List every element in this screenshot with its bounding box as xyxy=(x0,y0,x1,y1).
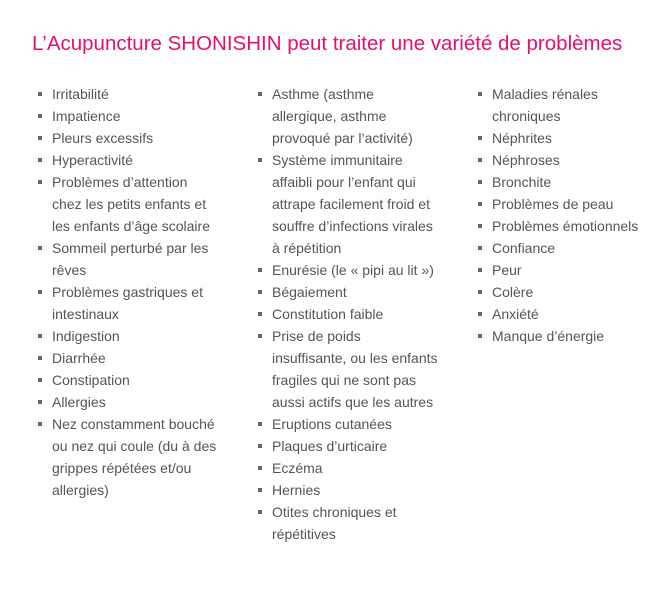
square-bullet-icon xyxy=(38,136,42,140)
list-item-text: Impatience xyxy=(52,108,121,124)
list-item xyxy=(478,193,653,215)
square-bullet-icon xyxy=(258,510,262,514)
square-bullet-icon xyxy=(478,268,482,272)
list-item-text: Problèmes émotionnels xyxy=(492,218,639,234)
list-item-text: Problèmes gastriques et intestinaux xyxy=(52,284,203,322)
list-item-text: Peur xyxy=(492,262,522,278)
list-item-text: Constitution faible xyxy=(272,306,384,322)
list-item xyxy=(38,127,218,149)
conditions-list-1 xyxy=(38,83,218,501)
list-item xyxy=(38,149,218,171)
list-item xyxy=(478,127,653,149)
list-item xyxy=(478,325,653,347)
square-bullet-icon xyxy=(478,92,482,96)
list-item xyxy=(258,259,438,281)
list-item xyxy=(38,171,218,237)
list-item xyxy=(258,303,438,325)
list-item xyxy=(258,149,438,259)
list-item-text: Irritabilité xyxy=(52,86,109,102)
list-item-text: Bégaiement xyxy=(272,284,347,300)
list-item-text: Bronchite xyxy=(492,174,552,190)
list-item-text: Prise de poids insuffisante, ou les enfants fragiles qui ne sont pas aussi actifs que les autres xyxy=(272,328,438,410)
list-item-text: Colère xyxy=(492,284,534,300)
square-bullet-icon xyxy=(258,92,262,96)
list-item xyxy=(38,281,218,325)
list-item-text: Allergies xyxy=(52,394,106,410)
list-item-text: Eruptions cutanées xyxy=(272,416,392,432)
list-item xyxy=(258,479,438,501)
list-item-text: Maladies rénales chroniques xyxy=(492,86,598,124)
square-bullet-icon xyxy=(38,158,42,162)
square-bullet-icon xyxy=(478,312,482,316)
square-bullet-icon xyxy=(38,246,42,250)
square-bullet-icon xyxy=(478,180,482,184)
list-item xyxy=(38,83,218,105)
list-item xyxy=(258,83,438,149)
list-item xyxy=(478,281,653,303)
list-item xyxy=(478,171,653,193)
square-bullet-icon xyxy=(38,290,42,294)
square-bullet-icon xyxy=(38,378,42,382)
list-item xyxy=(478,83,653,127)
list-item xyxy=(478,237,653,259)
list-item-text: Sommeil perturbé par les rêves xyxy=(52,240,209,278)
list-item-text: Otites chroniques et répétitives xyxy=(272,504,397,542)
list-item xyxy=(478,259,653,281)
list-item-text: Diarrhée xyxy=(52,350,106,366)
list-item-text: Indigestion xyxy=(52,328,120,344)
list-item xyxy=(38,105,218,127)
square-bullet-icon xyxy=(258,422,262,426)
conditions-list-3 xyxy=(478,83,653,347)
square-bullet-icon xyxy=(38,334,42,338)
list-item-text: Anxiété xyxy=(492,306,539,322)
square-bullet-icon xyxy=(478,290,482,294)
list-item-text: Enurésie (le « pipi au lit ») xyxy=(272,262,434,278)
list-item xyxy=(478,303,653,325)
list-item-text: Manque d’énergie xyxy=(492,328,605,344)
list-item-text: Système immunitaire affaibli pour l’enfant qui attrape facilement froid et souffre d’infections virales à répétition xyxy=(272,152,433,256)
list-item xyxy=(38,325,218,347)
square-bullet-icon xyxy=(478,136,482,140)
list-item-text: Problèmes de peau xyxy=(492,196,614,212)
square-bullet-icon xyxy=(478,246,482,250)
list-item xyxy=(258,435,438,457)
square-bullet-icon xyxy=(258,444,262,448)
square-bullet-icon xyxy=(38,422,42,426)
list-item-text: Plaques d’urticaire xyxy=(272,438,388,454)
list-item-text: Nez constamment bouché ou nez qui coule (du à des grippes répétées et/ou allergies) xyxy=(52,416,217,498)
list-item xyxy=(258,457,438,479)
list-item xyxy=(38,391,218,413)
square-bullet-icon xyxy=(38,400,42,404)
list-item-text: Confiance xyxy=(492,240,556,256)
list-item xyxy=(478,215,653,237)
list-item xyxy=(258,501,438,545)
list-item xyxy=(258,413,438,435)
list-item xyxy=(38,237,218,281)
square-bullet-icon xyxy=(258,268,262,272)
list-item-text: Constipation xyxy=(52,372,130,388)
list-item xyxy=(38,347,218,369)
list-item xyxy=(258,325,438,413)
square-bullet-icon xyxy=(258,334,262,338)
list-item xyxy=(478,149,653,171)
list-item-text: Pleurs excessifs xyxy=(52,130,154,146)
list-item-text: Hernies xyxy=(272,482,321,498)
conditions-list-2 xyxy=(258,83,438,545)
square-bullet-icon xyxy=(38,356,42,360)
list-item-text: Hyperactivité xyxy=(52,152,133,168)
list-item xyxy=(38,369,218,391)
square-bullet-icon xyxy=(38,114,42,118)
square-bullet-icon xyxy=(478,224,482,228)
square-bullet-icon xyxy=(258,466,262,470)
list-item-text: Asthme (asthme allergique, asthme provoqué par l’activité) xyxy=(272,86,413,146)
list-item-text: Problèmes d’attention chez les petits enfants et les enfants d’âge scolaire xyxy=(52,174,210,234)
square-bullet-icon xyxy=(258,312,262,316)
list-item xyxy=(38,413,218,501)
square-bullet-icon xyxy=(258,158,262,162)
square-bullet-icon xyxy=(258,290,262,294)
square-bullet-icon xyxy=(38,180,42,184)
list-item-text: Néphroses xyxy=(492,152,560,168)
square-bullet-icon xyxy=(258,488,262,492)
conditions-columns xyxy=(0,83,667,583)
page-title: L’Acupuncture SHONISHIN peut traiter une variété de problèmes xyxy=(32,32,623,55)
square-bullet-icon xyxy=(478,334,482,338)
list-item-text: Eczéma xyxy=(272,460,323,476)
square-bullet-icon xyxy=(38,92,42,96)
list-item-text: Néphrites xyxy=(492,130,552,146)
list-item xyxy=(258,281,438,303)
square-bullet-icon xyxy=(478,158,482,162)
square-bullet-icon xyxy=(478,202,482,206)
